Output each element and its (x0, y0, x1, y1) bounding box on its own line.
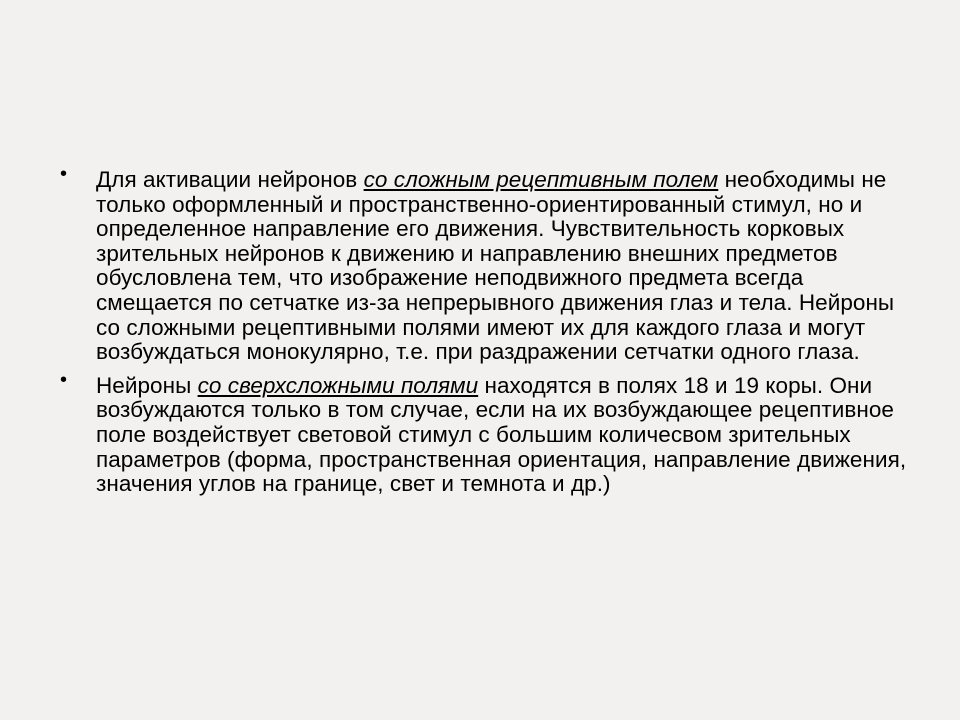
slide-content (60, 168, 920, 506)
bullet-item (60, 374, 920, 497)
bullet-body-text: необходимы не только оформленный и пространственно-ориентированный стимул, но и определенное направление его движения. Чувствительность корковых зрительных нейронов к движению и направлению внешних предметов обусловлена тем, что изображение неподвижного предмета всегда смещается по сетчатке из-за непрерывного движения глаз и тела. Нейроны со сложными рецептивными полями имеют их для каждого глаза и могут возбуждаться монокулярно, т.е. при раздражении сетчатки одного глаза. (96, 167, 895, 365)
bullet-icon (60, 374, 80, 399)
bullet-item (60, 168, 920, 365)
emphasized-term: со сверхсложными полями (197, 372, 479, 398)
bullet-body-text: находятся в полях 18 и 19 коры. Они возбуждаются только в том случае, если на их возбуждающее рецептивное поле воздействует световой стимул с большим количесвом зрительных параметров (форма, пространственная ориентация, направление движения, значения углов на границе, свет и темнота и др.) (96, 372, 907, 497)
bullet-lead-text: Нейроны (96, 372, 198, 398)
bullet-paragraph (96, 168, 910, 365)
bullet-list (60, 168, 920, 497)
emphasized-term: со сложным рецептивным полем (363, 167, 719, 192)
bullet-paragraph (96, 374, 910, 497)
bullet-lead-text: Для активации нейронов (96, 167, 364, 192)
bullet-icon (60, 168, 80, 193)
